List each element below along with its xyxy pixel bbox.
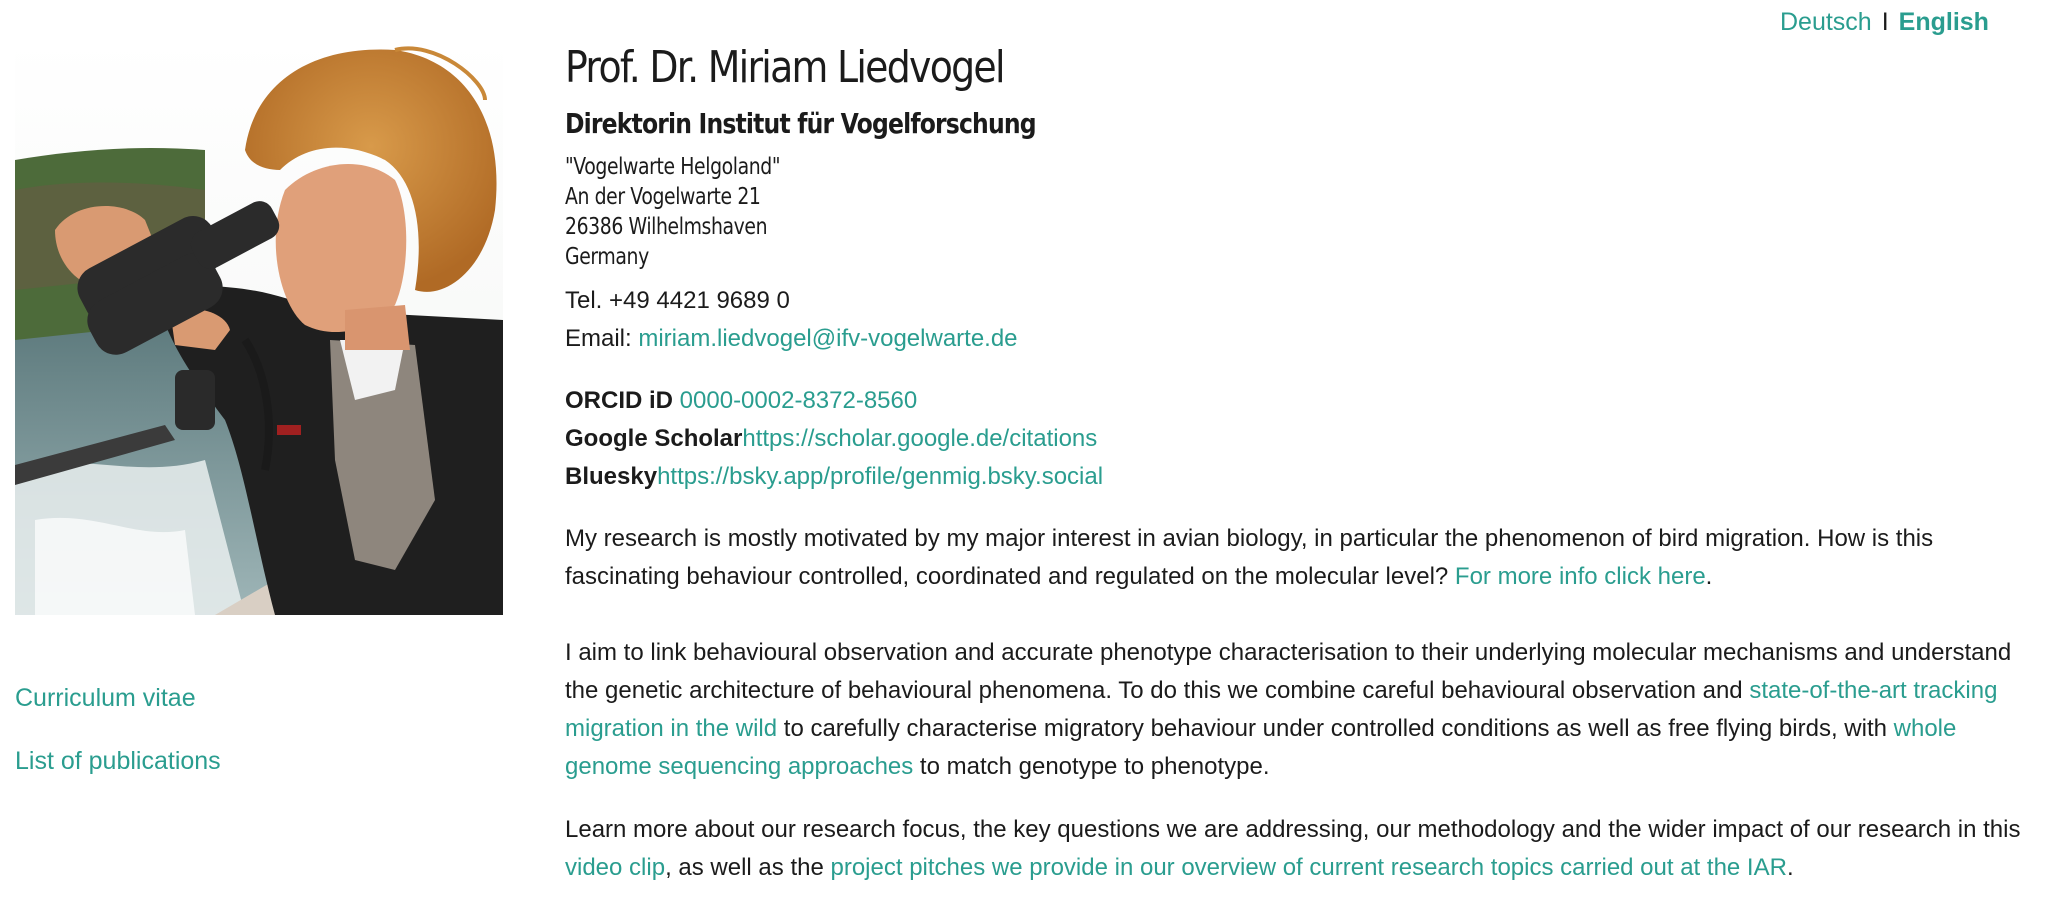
learn-more-paragraph [565,811,2025,887]
paragraph-text: . [1786,854,1794,881]
address-line: "Vogelwarte Helgoland" [565,154,781,180]
paragraph-text: I aim to link behavioural observation and accurate phenotype characterisation to their underlying molecular mechanisms and understand the genetic architecture of behavioural phenomena. To do this we combine careful behavioural observation and [565,639,2012,704]
paragraph-text: to match genotype to phenotype. [913,753,1270,780]
video-clip-link[interactable]: video clip [565,854,666,881]
telephone: Tel. +49 4421 9689 0 [565,287,790,314]
more-info-link[interactable]: For more info click here [1454,563,1706,590]
postal-address [565,152,1762,272]
tracking-migration-link[interactable]: state-of-the-art tracking migration in the wild [565,677,1998,742]
bluesky-link[interactable]: https://bsky.app/profile/genmig.bsky.social [657,463,1104,490]
language-switch [1780,8,1989,37]
profile-name: Prof. Dr. Miriam Liedvogel [565,42,1004,93]
curriculum-vitae-link[interactable]: Curriculum vitae [15,684,196,712]
publications-link[interactable]: List of publications [15,747,221,775]
paragraph-text: , as well as the [665,854,831,881]
orcid-row [565,382,2025,420]
email-label: Email: [565,325,639,352]
email-link[interactable]: miriam.liedvogel@ifv-vogelwarte.de [638,325,1018,352]
genome-sequencing-link[interactable]: whole genome sequencing approaches [565,715,1957,780]
paragraph-text: My research is mostly motivated by my major interest in avian biology, in particular the phenomenon of bird migration. How is this fascinating behaviour controlled, coordinated and regulated on the molecular level? [565,525,1934,590]
contact-info [565,282,2025,358]
address-line: 26386 Wilhelmshaven [565,214,768,240]
paragraph-text: to carefully characterise migratory behaviour under controlled conditions as well as free flying birds, with [777,715,1894,742]
orcid-label: ORCID iD [565,387,673,414]
lang-deutsch-link[interactable]: Deutsch [1780,8,1872,36]
profile-content [565,40,2025,887]
scholar-row [565,420,2025,458]
email-row [565,320,2025,358]
address-line: An der Vogelwarte 21 [565,184,761,210]
scholar-label: Google Scholar [565,425,743,452]
scholar-link[interactable]: https://scholar.google.de/citations [742,425,1098,452]
research-aim-paragraph [565,634,2025,786]
side-links [15,683,221,809]
project-pitches-link[interactable]: project pitches we provide in our overview of current research topics carried out at the IAR [830,854,1787,881]
research-motivation-paragraph [565,520,2025,596]
lang-english-link[interactable]: English [1898,8,1989,36]
paragraph-text: Learn more about our research focus, the key questions we are addressing, our methodology and the wider impact of our research in this [565,816,2021,843]
paragraph-text: . [1705,563,1713,590]
lang-separator: I [1881,8,1889,36]
portrait-photo [15,40,503,615]
orcid-link[interactable]: 0000-0002-8372-8560 [679,387,918,414]
bluesky-label: Bluesky [565,463,658,490]
address-line: Germany [565,244,649,270]
profile-title: Direktorin Institut für Vogelforschung [565,107,1036,140]
researcher-ids [565,382,2025,496]
bluesky-row [565,458,2025,496]
